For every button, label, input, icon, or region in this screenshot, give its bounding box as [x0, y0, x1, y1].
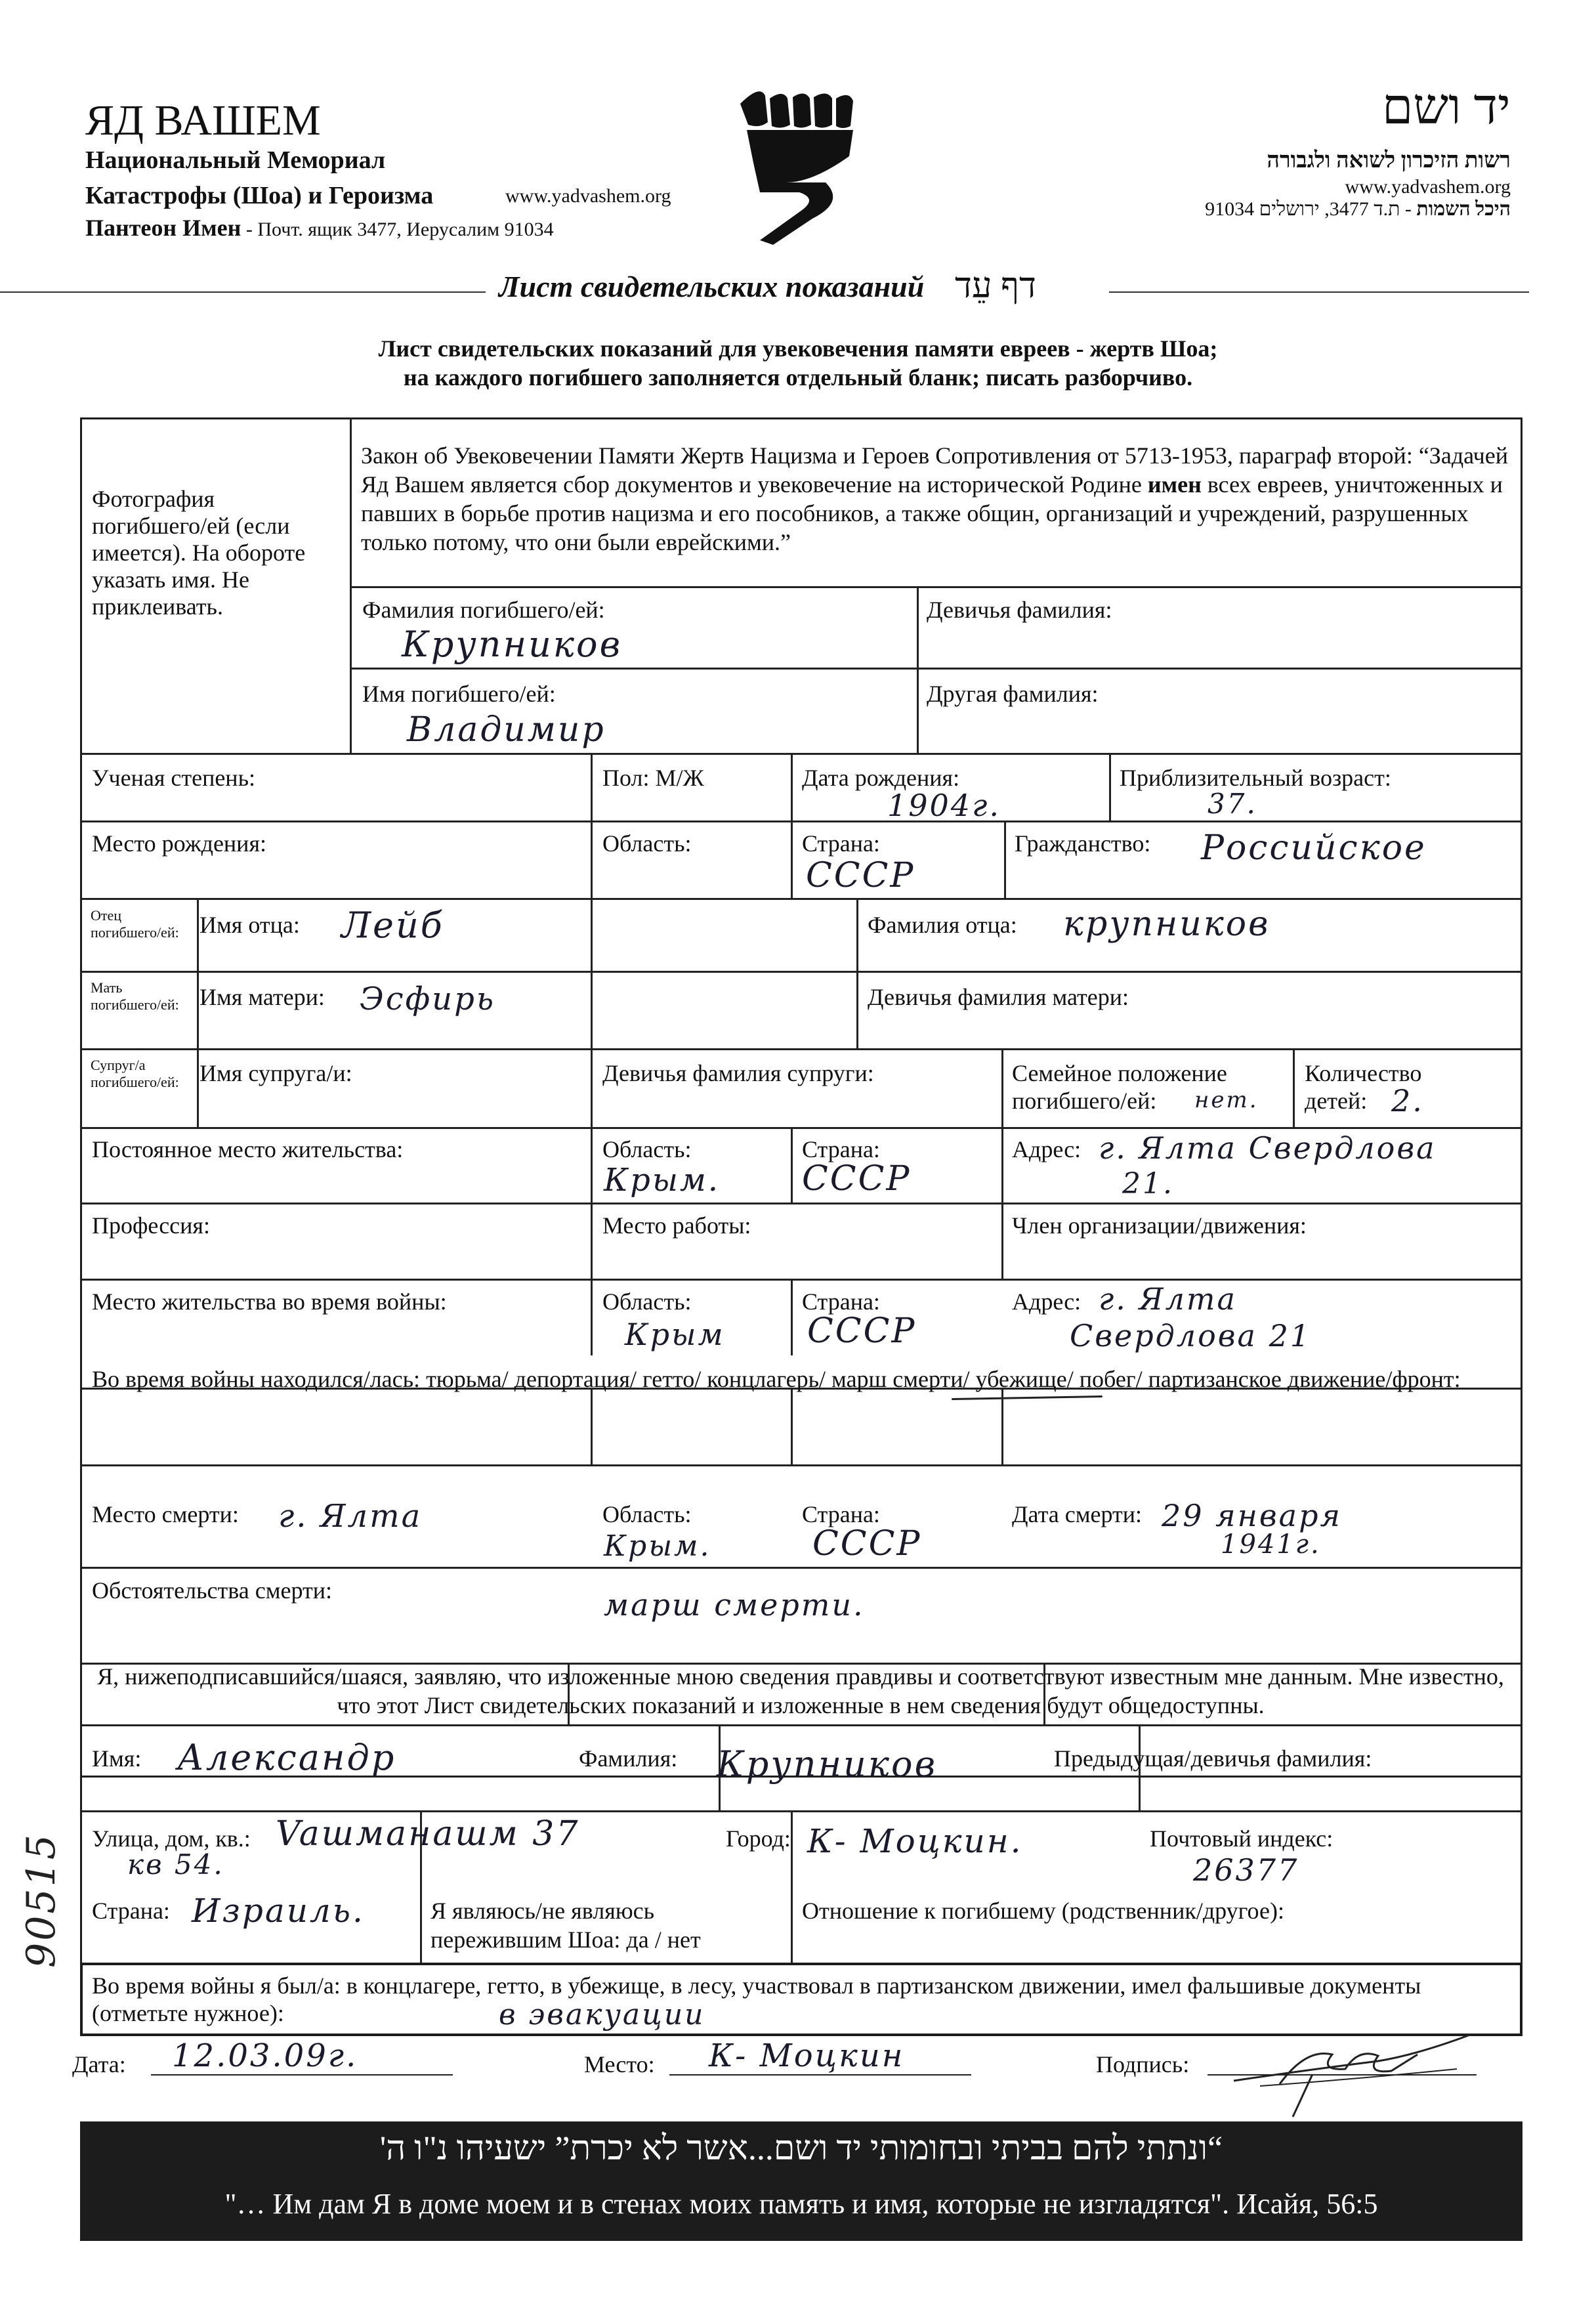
children-label-1: Количество [1305, 1060, 1422, 1086]
vline [591, 753, 593, 1127]
title-rule-left [0, 291, 486, 293]
hline [80, 1048, 1522, 1050]
hline [80, 898, 1522, 900]
vline [1001, 1127, 1003, 1279]
hline [80, 753, 1522, 755]
title-he: דף עֵד [955, 266, 1036, 305]
member-label: Член организации/движения: [1012, 1212, 1307, 1239]
hline [80, 820, 1522, 822]
footer-ru: "… Им дам Я в доме моем и в стенах моих память и имя, которые не изгладятся". Исайя, 56:5 [224, 2188, 1378, 2220]
photo-box-text: Фотография погибшего/ей (если имеется). На обороте указать имя. Не приклеивать. [92, 486, 306, 620]
he-line-3-bold: היכל השמות [1416, 198, 1511, 220]
workplace-label: Место работы: [602, 1212, 751, 1239]
survivor-label-2: пережившим Шоа: да / нет [430, 1927, 701, 1953]
city-value[interactable]: К- Моцкин. [807, 1822, 1023, 1860]
death-date-1[interactable]: 29 января [1162, 1498, 1343, 1533]
title-rule-right [1109, 291, 1529, 293]
residence-region-label: Область: [602, 1136, 692, 1162]
mother-name-value[interactable]: Эсфирь [360, 981, 495, 1017]
archive-number: 90515 [18, 1833, 64, 1968]
war-country-value[interactable]: СССР [807, 1311, 917, 1351]
dob-label: Дата рождения: [802, 765, 960, 791]
footer-he: “ונתתי להם בביתי ובחומותי יד ושם...אשר לא יכרת” ישעיהו נ"ו ה' [379, 2130, 1223, 2167]
city-label: Город: [726, 1825, 791, 1852]
form-frame-lower [80, 1778, 1522, 1965]
yad-vashem-menorah-logo [734, 84, 858, 258]
pantheon-line [85, 214, 554, 242]
father-side-label: Отец погибшего/ей: [91, 907, 179, 941]
death-date-2[interactable]: 1941г. [1221, 1529, 1321, 1560]
postal-label: Почтовый индекс: [1150, 1825, 1334, 1852]
survivor-label-1: Я являюсь/не являюсь [430, 1898, 655, 1924]
residence-country-label: Страна: [802, 1136, 880, 1162]
vline [791, 820, 793, 898]
submitter-surname-value[interactable]: Крупников [717, 1743, 937, 1785]
other-surname-label: Другая фамилия: [927, 681, 1099, 707]
vline [791, 1127, 793, 1203]
death-region-value[interactable]: Крым. [604, 1529, 711, 1563]
vline [1109, 753, 1111, 820]
vline [1004, 820, 1006, 898]
residence-label: Постоянное место жительства: [92, 1136, 404, 1162]
residence-address-2[interactable]: 21. [1122, 1167, 1174, 1201]
war-residence-label: Место жительства во время войны: [92, 1288, 447, 1315]
hline [80, 1203, 1522, 1204]
website-left: www.yadvashem.org [505, 185, 671, 207]
postal-value[interactable]: 26377 [1193, 1852, 1299, 1888]
name-value[interactable]: Владимир [407, 710, 606, 750]
surname-label: Фамилия погибшего/ей: [362, 597, 605, 623]
name-label: Имя погибшего/ей: [362, 681, 556, 707]
children-value[interactable]: 2. [1391, 1083, 1424, 1118]
death-place-value[interactable]: г. Ялта [278, 1498, 423, 1535]
war-country-label: Страна: [802, 1288, 880, 1315]
residence-address-label: Адрес: [1012, 1136, 1082, 1162]
submitter-war-value[interactable]: в эвакуации [499, 1998, 705, 2032]
vline [1001, 1048, 1003, 1127]
war-region-value[interactable]: Крым [625, 1317, 725, 1352]
citizenship-value[interactable]: Российское [1201, 828, 1427, 868]
birthplace-label: Место рождения: [92, 830, 267, 857]
age-value[interactable]: 37. [1208, 788, 1257, 820]
war-region-label: Область: [602, 1288, 692, 1315]
profession-label: Профессия: [92, 1212, 210, 1239]
war-address-1[interactable]: г. Ялта [1099, 1281, 1237, 1317]
street-value-2[interactable]: кв 54. [127, 1848, 224, 1881]
children-label-2: детей: [1305, 1088, 1368, 1114]
org-subtitle-2: Катастрофы (Шоа) и Героизма [85, 182, 434, 209]
submitter-name-value[interactable]: Александр [177, 1737, 396, 1778]
org-subtitle-1: Национальный Мемориал [85, 146, 386, 174]
date-label: Дата: [72, 2051, 126, 2077]
vline [350, 417, 352, 753]
pantheon-bold: Пантеон Имен [85, 215, 242, 241]
date-line [151, 2074, 453, 2076]
residence-country-value[interactable]: СССР [802, 1159, 912, 1199]
vline [917, 586, 919, 753]
vline [1293, 1048, 1295, 1127]
street-value-1[interactable]: Vaшманашм 37 [276, 1814, 580, 1854]
place-label: Место: [584, 2051, 655, 2077]
signature-label: Подпись: [1096, 2051, 1190, 2077]
father-surname-label: Фамилия отца: [868, 912, 1017, 938]
mother-name-label: Имя матери: [200, 984, 325, 1010]
father-name-label: Имя отца: [200, 912, 300, 938]
during-war-text: Во время войны находился/лась: тюрьма/ депортация/ гетто/ концлагерь/ марш смерти/ убежище/ побег/ партизанское движение/фронт: [92, 1366, 1461, 1392]
declaration-text: Я, нижеподписавшийся/шаяся, заявляю, что изложенные мною сведения правдивы и соответствуют известным мне данным. Мне известно, что этот Лист свидетельских показаний и изложенные в нем сведения будут общедоступны. [97, 1663, 1504, 1718]
date-value[interactable]: 12.03.09г. [172, 2037, 358, 2074]
pantheon-rest: - Почт. ящик 3477, Иерусалим 91034 [241, 219, 554, 240]
place-value[interactable]: К- Моцкин [709, 2037, 905, 2074]
hline [350, 668, 1522, 670]
circumstances-label: Обстоятельства смерти: [92, 1577, 332, 1604]
submitter-war-label: Во время войны я был/а: в концлагере, гетто, в убежище, в лесу, участвовал в партизанском движении, имел фальшивые документы (отметьте нужное): [92, 1972, 1421, 2026]
hline [80, 1279, 1522, 1281]
law-text-bold: имен [1147, 471, 1202, 498]
vline [791, 753, 793, 820]
hline [350, 586, 1522, 588]
age-label: Приблизительный возраст: [1120, 765, 1391, 791]
vline [856, 898, 858, 1048]
place-line [669, 2074, 971, 2076]
title-sub-1: Лист свидетельских показаний для увековечения памяти евреев - жертв Шоа; [378, 335, 1218, 362]
title-sub-2: на каждого погибшего заполняется отдельный бланк; писать разборчиво. [403, 364, 1193, 391]
vline [591, 1127, 593, 1355]
surname-value[interactable]: Крупников [402, 624, 622, 665]
spouse-name-label: Имя супруга/и: [200, 1060, 352, 1086]
signature-mark [1221, 2009, 1496, 2120]
he-line-3-rest: - ת.ד 3477, ירושלים 91034 [1205, 198, 1417, 220]
war-address-label: Адрес: [1012, 1288, 1082, 1315]
org-title-ru: ЯД ВАШЕМ [85, 96, 321, 144]
birth-country-label: Страна: [802, 830, 880, 857]
he-line-3 [1205, 198, 1511, 221]
submitter-country-label: Страна: [92, 1898, 170, 1924]
residence-region-value[interactable]: Крым. [604, 1162, 721, 1199]
death-place-label: Место смерти: [92, 1501, 239, 1527]
mother-side-label: Мать погибшего/ей: [91, 979, 179, 1013]
maiden-label: Девичья фамилия: [927, 597, 1112, 623]
citizenship-label: Гражданство: [1015, 830, 1151, 857]
relation-label: Отношение к погибшему (родственник/другое): [802, 1898, 1284, 1924]
mother-maiden-label: Девичья фамилия матери: [868, 984, 1129, 1010]
birth-country-value[interactable]: СССР [806, 856, 915, 895]
submitter-surname-label: Фамилия: [579, 1745, 678, 1772]
he-line-1: רשות הזיכרון לשואה ולגבורה [1267, 148, 1511, 173]
submitter-prev-label: Предыдущая/девичья фамилия: [1054, 1745, 1372, 1772]
hline [80, 971, 1522, 973]
law-text [361, 441, 1509, 557]
death-country-label: Страна: [802, 1501, 880, 1527]
title-ru: Лист свидетельских показаний [499, 270, 925, 303]
vline [197, 898, 199, 1127]
spouse-side-label: Супруг/а погибшего/ей: [91, 1057, 179, 1090]
war-address-2[interactable]: Свердлова 21 [1070, 1318, 1312, 1353]
org-title-he: יד ושם [1381, 79, 1511, 135]
father-name-value[interactable]: Лейб [341, 905, 444, 946]
death-region-label: Область: [602, 1501, 692, 1527]
degree-label: Ученая степень: [92, 765, 255, 791]
street-label: Улица, дом, кв.: [92, 1825, 251, 1852]
submitter-name-label: Имя: [92, 1745, 142, 1772]
circumstances-value[interactable]: марш смерти. [604, 1587, 865, 1623]
death-country-value[interactable]: СССР [812, 1524, 922, 1564]
marital-value[interactable]: нет. [1194, 1087, 1259, 1113]
vline [791, 1279, 793, 1355]
spouse-maiden-label: Девичья фамилия супруги: [602, 1060, 874, 1086]
birth-region-label: Область: [602, 830, 692, 857]
sex-label: Пол: М/Ж [602, 765, 704, 791]
father-surname-value[interactable]: крупников [1063, 905, 1270, 944]
residence-address-1[interactable]: г. Ялта Свердлова [1099, 1130, 1437, 1166]
dob-value[interactable]: 1904г. [887, 788, 1001, 823]
law-text-c: всех евреев, уничтоженных и павших в борьбе против нацизма и его пособников, а также общин, организаций и учреждений, разрушенных только потому, что они были еврейскими.” [361, 471, 1503, 555]
death-date-label: Дата смерти: [1012, 1501, 1143, 1527]
law-text-a: Закон об Увековечении Памяти Жертв Нацизма и Героев Сопротивления от 5713-1953, параграф второй: “Задачей Яд Вашем является сбор документов и увековечение на исторической Родине [361, 442, 1509, 498]
submitter-country-value[interactable]: Израиль. [192, 1892, 365, 1930]
website-right: www.yadvashem.org [1345, 176, 1511, 198]
marital-label-1: Семейное положение [1012, 1060, 1227, 1086]
hline [80, 1127, 1522, 1129]
marital-label-2: погибшего/ей: [1012, 1088, 1157, 1114]
